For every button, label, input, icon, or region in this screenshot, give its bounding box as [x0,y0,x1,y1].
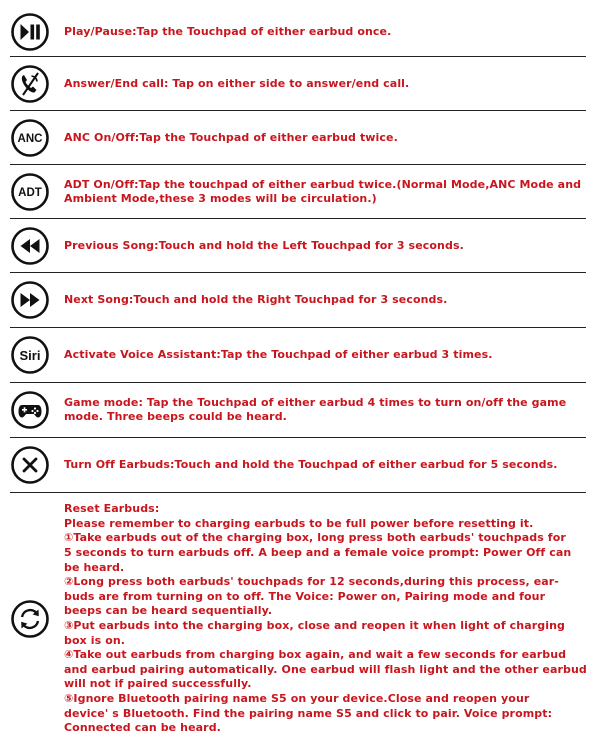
reset-line: ②Long press both earbuds' touchpads for 12 seconds,during this process, ear- [64,575,559,589]
reset-instructions [64,502,587,736]
instruction-text: Previous Song:Touch and hold the Left Touchpad for 3 seconds. [64,239,464,252]
instruction-text: Activate Voice Assistant:Tap the Touchpad of either earbud 3 times. [64,348,493,361]
instruction-text: Game mode: Tap the Touchpad of either earbud 4 times to turn on/off the game mode. Three beeps could be heard. [64,396,567,423]
instruction-row-previous [10,226,586,266]
adt-icon [10,172,50,212]
reset-line: box is on. [64,633,126,647]
next-song-icon [10,280,50,320]
reset-line: ③Put earbuds into the charging box, close and reopen it when light of charging [64,619,566,632]
phone-call-icon [10,64,50,104]
instruction-row-call [10,64,586,104]
divider [10,437,586,438]
instruction-row-reset [10,499,586,739]
reset-line: and earbud pairing automatically. One earbud will flash light and the other earbud [64,662,587,676]
instruction-text: ADT On/Off:Tap the touchpad of either earbud twice.(Normal Mode,ANC Mode and Ambient Mode,these 3 modes will be circulation.) [64,178,582,205]
divider [10,218,586,219]
close-icon [10,445,50,485]
reset-line: will not if paired successfully. [64,677,252,691]
instruction-row-anc [10,118,586,158]
anc-icon [10,118,50,158]
divider [10,327,586,328]
siri-icon-label: Siri [19,348,41,363]
instruction-row-turn-off [10,445,586,485]
divider [10,56,586,57]
reset-line: Please remember to charging earbuds to be full power before resetting it. [64,516,534,530]
reset-line: be heard. [64,560,125,574]
play-pause-icon [10,12,50,52]
reset-line: beeps can be heard sequentially. [64,604,273,618]
reset-line: ⑤Ignore Bluetooth pairing name S5 on your device.Close and reopen your [64,691,530,705]
divider [10,492,586,493]
instruction-text: Turn Off Earbuds:Touch and hold the Touchpad of either earbud for 5 seconds. [64,458,558,471]
reset-line: device' s Bluetooth. Find the pairing name S5 and click to pair. Voice prompt: [64,706,553,720]
gamepad-icon [10,390,50,430]
divider [10,164,586,165]
reset-icon [10,599,50,639]
adt-icon-label: ADT [18,187,42,199]
reset-line: 5 seconds to turn earbuds off. A beep and a female voice prompt: Power Off can [64,546,572,560]
reset-title: Reset Earbuds: [64,502,160,516]
instruction-row-play-pause [10,12,586,52]
reset-line: buds are from turning on to off. The Voice: Power on, Pairing mode and four [64,589,546,603]
divider [10,272,586,273]
divider [10,382,586,383]
previous-song-icon [10,226,50,266]
reset-line: Connected can be heard. [64,721,221,735]
reset-line: ④Take out earbuds from charging box again, and wait a few seconds for earbud [64,648,567,662]
instruction-row-voice-assistant [10,335,586,375]
instruction-text: Play/Pause:Tap the Touchpad of either earbud once. [64,25,392,38]
instruction-row-adt [10,172,586,212]
siri-icon [10,335,50,375]
anc-icon-label: ANC [17,133,43,145]
instruction-row-game-mode [10,390,586,430]
divider [10,110,586,111]
instruction-text: Next Song:Touch and hold the Right Touchpad for 3 seconds. [64,293,448,306]
instruction-text: Answer/End call: Tap on either side to answer/end call. [64,77,410,90]
instruction-row-next [10,280,586,320]
reset-line: ①Take earbuds out of the charging box, long press both earbuds' touchpads for [64,531,566,545]
instruction-text: ANC On/Off:Tap the Touchpad of either earbud twice. [64,131,398,144]
